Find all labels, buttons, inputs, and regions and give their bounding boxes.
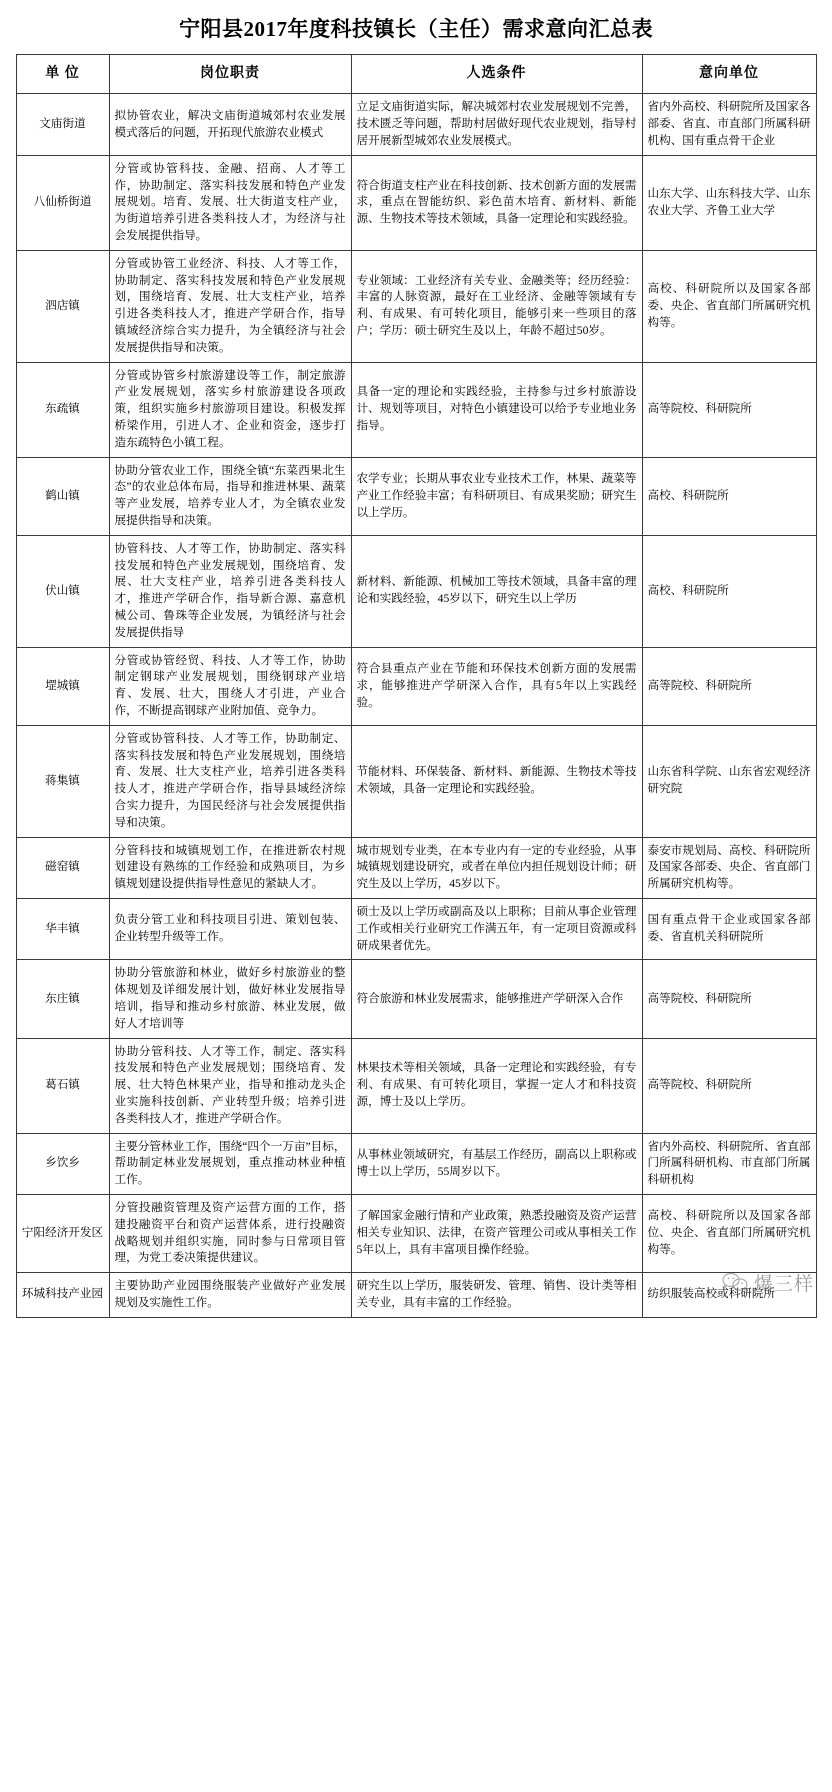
cell-duty: 分管科技和城镇规划工作，在推进新农村规划建设有熟练的工作经验和成熟项目，为乡镇规划建设提供指导性意见的紧缺人才。 [109, 837, 351, 898]
column-header-intent: 意向单位 [642, 55, 816, 94]
requirements-table [16, 54, 817, 1318]
page-title: 宁阳县2017年度科技镇长（主任）需求意向汇总表 [179, 17, 653, 41]
cell-duty: 协助分管科技、人才等工作，制定、落实科技发展和特色产业发展规划；围绕培育、发展、壮大特色林果产业，指导和推动龙头企业实施科技创新、产业转型升级；培养引进各类科技人才，推进产学研合作。 [109, 1038, 351, 1133]
cell-unit: 葛石镇 [16, 1038, 109, 1133]
table-row [16, 1038, 816, 1133]
cell-intent: 纺织服装高校或科研院所 [642, 1273, 816, 1318]
cell-intent: 高等院校、科研院所 [642, 1038, 816, 1133]
cell-intent: 山东省科学院、山东省宏观经济研究院 [642, 725, 816, 837]
cell-unit: 东庄镇 [16, 960, 109, 1038]
column-header-condition: 人选条件 [351, 55, 642, 94]
table-row [16, 725, 816, 837]
cell-duty: 协助分管旅游和林业，做好乡村旅游业的整体规划及详细发展计划，做好林业发展指导培训，指导和推动乡村旅游、林业发展，做好人才培训等 [109, 960, 351, 1038]
cell-unit: 伏山镇 [16, 535, 109, 647]
cell-unit: 八仙桥街道 [16, 155, 109, 250]
cell-unit: 华丰镇 [16, 898, 109, 959]
cell-unit: 宁阳经济开发区 [16, 1194, 109, 1272]
table-row [16, 250, 816, 362]
cell-unit: 泗店镇 [16, 250, 109, 362]
cell-condition: 立足文庙街道实际，解决城郊村农业发展规划不完善，技术匮乏等问题，帮助村居做好现代农业规划，指导村居开展新型城郊农业发展模式。 [351, 94, 642, 155]
table-row [16, 647, 816, 725]
cell-condition: 专业领域：工业经济有关专业、金融类等；经历经验：丰富的人脉资源，最好在工业经济、金融等领域有专利、有成果、有可转化项目，能够引来一些项目的落户；学历：硕士研究生及以上，年龄不超过50岁。 [351, 250, 642, 362]
cell-condition: 符合县重点产业在节能和环保技术创新方面的发展需求，能够推进产学研深入合作，具有5年以上实践经验。 [351, 647, 642, 725]
cell-condition: 农学专业；长期从事农业专业技术工作，林果、蔬菜等产业工作经验丰富；有科研项目、有成果奖励；研究生以上学历。 [351, 457, 642, 535]
cell-intent: 高校、科研院所以及国家各部位、央企、省直部门所属研究机构等。 [642, 1194, 816, 1272]
table-row [16, 960, 816, 1038]
cell-duty: 分管或协管科技、金融、招商、人才等工作，协助制定、落实科技发展和特色产业发展规划。培育、发展、壮大街道支柱产业，为街道培养引进各类科技人才，为经济与社会发展提供指导。 [109, 155, 351, 250]
cell-duty: 协助分管农业工作，围绕全镇“东菜西果北生态”的农业总体布局，指导和推进林果、蔬菜等产业发展，培养专业人才，为全镇农业发展提供指导和决策。 [109, 457, 351, 535]
cell-duty: 分管或协管科技、人才等工作，协助制定、落实科技发展和特色产业发展规划，围绕培育、发展、壮大支柱产业，培养引进各类科技人才，推进产学研合作，指导县域经济综合实力提升，为国民经济与社会发展提供指导和决策。 [109, 725, 351, 837]
cell-condition: 硕士及以上学历或副高及以上职称；目前从事企业管理工作或相关行业研究工作满五年，有一定项目资源或科研成果者优先。 [351, 898, 642, 959]
table-body [16, 94, 816, 1317]
table-row [16, 535, 816, 647]
cell-intent: 泰安市规划局、高校、科研院所及国家各部委、央企、省直部门所属研究机构等。 [642, 837, 816, 898]
watermark-text: 爆三样 [753, 1273, 814, 1295]
cell-intent: 高等院校、科研院所 [642, 960, 816, 1038]
cell-condition: 研究生以上学历，服装研发、管理、销售、设计类等相关专业，具有丰富的工作经验。 [351, 1273, 642, 1318]
cell-duty: 分管投融资管理及资产运营方面的工作，搭建投融资平台和资产运营体系，进行投融资战略规划并组织实施，同时参与日常项目管理，为党工委决策提供建议。 [109, 1194, 351, 1272]
cell-condition: 具备一定的理论和实践经验，主持参与过乡村旅游设计、规划等项目，对特色小镇建设可以给予专业地业务指导。 [351, 362, 642, 457]
cell-condition: 新材料、新能源、机械加工等技术领域，具备丰富的理论和实践经验，45岁以下，研究生以上学历 [351, 535, 642, 647]
table-row [16, 457, 816, 535]
table-row [16, 837, 816, 898]
table-header-row [16, 55, 816, 94]
table-row [16, 1273, 816, 1318]
cell-condition: 从事林业领域研究，有基层工作经历，副高以上职称或博士以上学历，55周岁以下。 [351, 1133, 642, 1194]
column-header-duty: 岗位职责 [109, 55, 351, 94]
cell-condition: 节能材料、环保装备、新材料、新能源、生物技术等技术领域，具备一定理论和实践经验。 [351, 725, 642, 837]
cell-duty: 拟协管农业，解决文庙街道城郊村农业发展模式落后的问题，开拓现代旅游农业模式 [109, 94, 351, 155]
cell-unit: 文庙街道 [16, 94, 109, 155]
cell-intent: 省内外高校、科研院所及国家各部委、省直、市直部门所属科研机构、国有重点骨干企业 [642, 94, 816, 155]
cell-unit: 鹤山镇 [16, 457, 109, 535]
table-row [16, 155, 816, 250]
cell-condition: 林果技术等相关领域，具备一定理论和实践经验，有专利、有成果、有可转化项目，掌握一定人才和科技资源，博士及以上学历。 [351, 1038, 642, 1133]
cell-duty: 分管或协管乡村旅游建设等工作，制定旅游产业发展规划，落实乡村旅游建设各项政策，组织实施乡村旅游项目建设。积极发挥桥梁作用，引进人才、企业和资金，逐步打造东疏特色小镇工程。 [109, 362, 351, 457]
cell-unit: 东疏镇 [16, 362, 109, 457]
cell-unit: 乡饮乡 [16, 1133, 109, 1194]
cell-duty: 协管科技、人才等工作，协助制定、落实科技发展和特色产业发展规划，围绕培育、发展、壮大支柱产业，培养引进各类科技人才，推进产学研合作，指导新合源、嘉意机械公司、鲁珠等企业发展，为镇经济与社会发展提供指导 [109, 535, 351, 647]
cell-unit: 堽城镇 [16, 647, 109, 725]
table-row [16, 1133, 816, 1194]
cell-duty: 主要分管林业工作，围绕“四个一万亩”目标，帮助制定林业发展规划，重点推动林业种植工作。 [109, 1133, 351, 1194]
cell-intent: 高等院校、科研院所 [642, 647, 816, 725]
cell-intent: 山东大学、山东科技大学、山东农业大学、齐鲁工业大学 [642, 155, 816, 250]
table-row [16, 94, 816, 155]
table-header [16, 55, 816, 94]
cell-unit: 磁窑镇 [16, 837, 109, 898]
cell-intent: 高校、科研院所以及国家各部委、央企、省直部门所属研究机构等。 [642, 250, 816, 362]
cell-intent: 高校、科研院所 [642, 535, 816, 647]
table-row [16, 1194, 816, 1272]
table-row [16, 362, 816, 457]
cell-intent: 高校、科研院所 [642, 457, 816, 535]
cell-condition: 了解国家金融行情和产业政策，熟悉投融资及资产运营相关专业知识、法律，在资产管理公司或从事相关工作5年以上，具有丰富项目操作经验。 [351, 1194, 642, 1272]
cell-intent: 省内外高校、科研院所、省直部门所属科研机构、市直部门所属科研机构 [642, 1133, 816, 1194]
cell-intent: 国有重点骨干企业或国家各部委、省直机关科研院所 [642, 898, 816, 959]
cell-duty: 负责分管工业和科技项目引进、策划包装、企业转型升级等工作。 [109, 898, 351, 959]
table-row [16, 898, 816, 959]
cell-duty: 主要协助产业园围绕服装产业做好产业发展规划及实施性工作。 [109, 1273, 351, 1318]
cell-condition: 符合旅游和林业发展需求，能够推进产学研深入合作 [351, 960, 642, 1038]
cell-unit: 蒋集镇 [16, 725, 109, 837]
column-header-unit: 单 位 [16, 55, 109, 94]
cell-unit: 环城科技产业园 [16, 1273, 109, 1318]
cell-condition: 城市规划专业类，在本专业内有一定的专业经验，从事城镇规划建设研究，或者在单位内担任规划设计师；研究生及以上学历，45岁以下。 [351, 837, 642, 898]
cell-condition: 符合街道支柱产业在科技创新、技术创新方面的发展需求，重点在智能纺织、彩色苗木培育、新材料、新能源、生物技术等技术领域，具备一定理论和实践经验。 [351, 155, 642, 250]
cell-duty: 分管或协管工业经济、科技、人才等工作，协助制定、落实科技发展和特色产业发展规划，围绕培育、发展、壮大支柱产业，培养引进各类科技人才，推进产学研合作，指导镇域经济综合实力提升，为全镇经济与社会发展提供指导和决策。 [109, 250, 351, 362]
cell-intent: 高等院校、科研院所 [642, 362, 816, 457]
cell-duty: 分管或协管经贸、科技、人才等工作，协助制定钢球产业发展规划，围绕钢球产业培育、发展、壮大，围绕人才引进，产业合作，不断提高钢球产业附加值、竞争力。 [109, 647, 351, 725]
